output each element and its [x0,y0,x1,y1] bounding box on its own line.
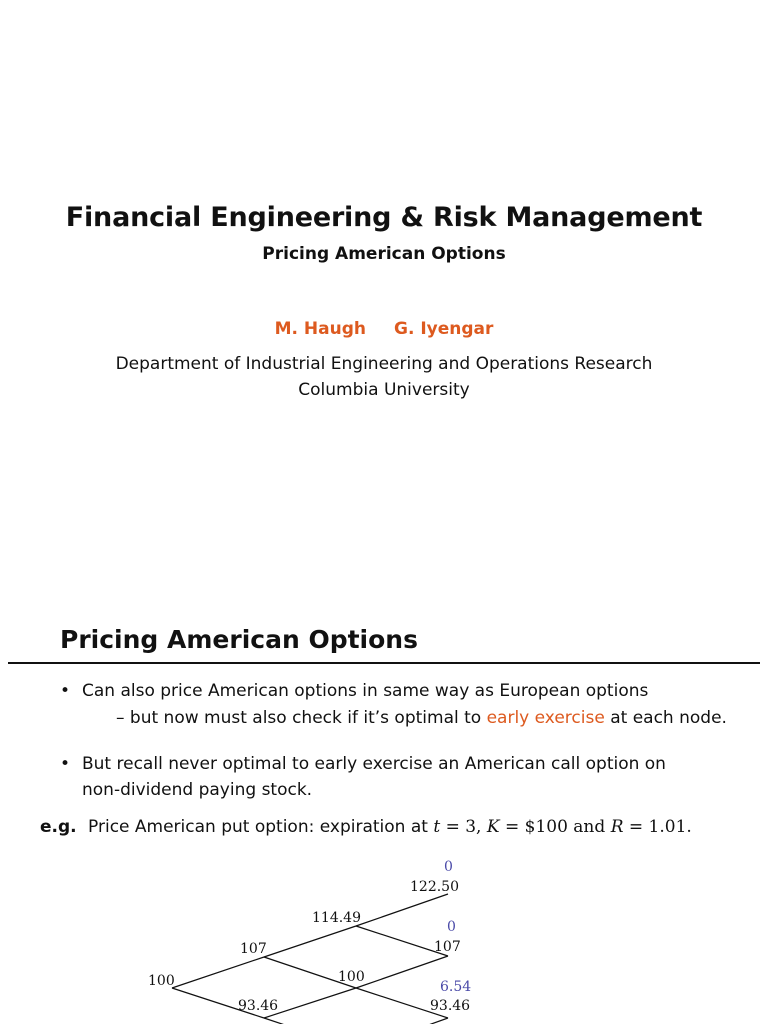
option-value-label: 6.54 [440,979,472,995]
bullet-item [60,751,666,803]
stock-price-label: 93.46 [238,998,279,1014]
math-value: = 1.01. [628,817,692,837]
affiliation [0,351,768,403]
example-label: e.g. [40,817,77,837]
title-divider [8,662,760,664]
author-name: M. Haugh [274,319,366,339]
presentation-subtitle: Pricing American Options [262,244,506,264]
stock-price-label: 114.49 [312,910,361,926]
bullet-text: Can also price American options in same way as European options [82,681,649,701]
stock-price-label: 122.50 [410,879,459,895]
department-name: Department of Industrial Engineering and Operations Research [115,354,653,374]
tree-edge [172,957,264,988]
binomial-tree [0,850,768,1024]
example-line [40,817,692,837]
tree-edge [264,926,356,957]
bullet-dot: • [60,754,71,774]
stock-price-label: 100 [338,969,365,985]
math-value: = $100 and [504,817,606,837]
stock-price-label: 100 [148,973,175,989]
stock-price-label: 107 [240,941,267,957]
author-name: G. Iyengar [393,319,494,339]
bullet-dot: • [60,681,71,701]
sub-bullet-text: at each node. [604,708,727,728]
tree-edge [420,1018,448,1024]
option-value-label: 0 [447,919,456,935]
bullet-item [60,678,648,704]
stock-price-label: 93.46 [430,998,471,1014]
tree-edge [356,956,448,988]
presentation-title: Financial Engineering & Risk Management [65,202,703,233]
sub-bullet-item [116,708,727,728]
slide-title: Pricing American Options [60,625,418,654]
math-value: = 3, [445,817,482,837]
tree-edge [264,1018,300,1024]
bullet-text: non-dividend paying stock. [82,780,313,800]
highlight-text: early exercise [486,708,605,728]
example-text: Price American put option: expiration at [88,817,428,837]
math-variable: R [610,817,624,837]
tree-edge [356,894,448,926]
stock-price-label: 107 [434,939,461,955]
math-variable: K [486,817,500,837]
math-variable: t [433,817,441,837]
university-name: Columbia University [298,380,470,400]
sub-bullet-text: – but now must also check if it’s optimal to [116,708,487,728]
option-value-label: 0 [444,859,453,875]
author-list [0,319,768,339]
bullet-text: But recall never optimal to early exercise an American call option on [82,754,666,774]
